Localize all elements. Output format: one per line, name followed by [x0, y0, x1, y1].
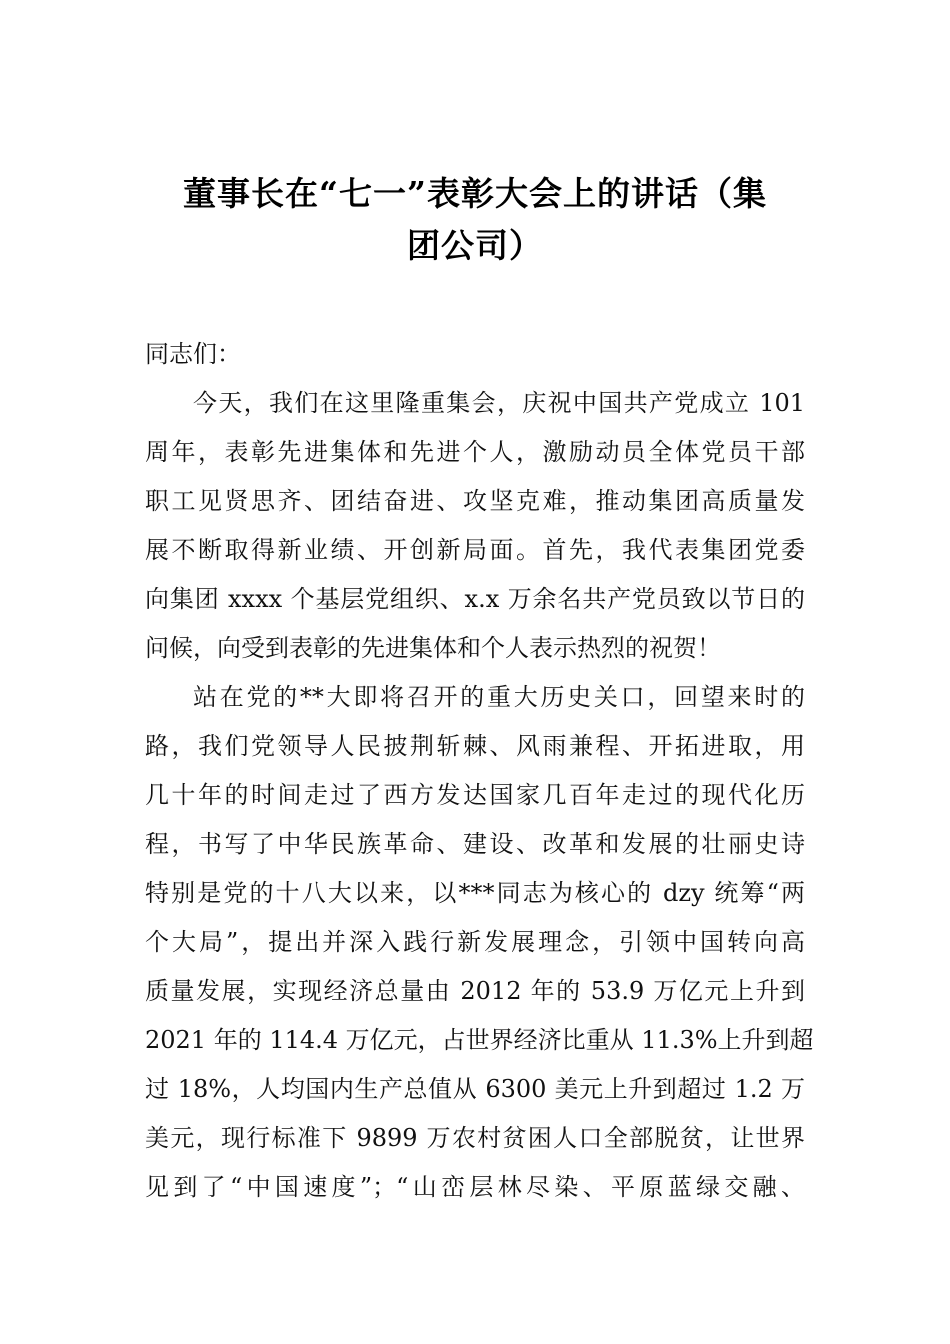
body-line: 程，书写了中华民族革命、建设、改革和发展的壮丽史诗 [145, 830, 805, 858]
body-line: 美元，现行标准下 9899 万农村贫困人口全部脱贫，让世界 [145, 1124, 805, 1152]
body-line: 2021 年的 114.4 万亿元，占世界经济比重从 11.3%上升到超 [145, 1026, 814, 1054]
title-line-1: 董事长在“七一”表彰大会上的讲话（集 [183, 174, 767, 213]
salutation: 同志们： [145, 340, 241, 368]
body-line: 个大局”，提出并深入践行新发展理念，引领中国转向高 [145, 928, 805, 956]
body-line: 特别是党的十八大以来，以***同志为核心的 dzy 统筹“两 [145, 879, 805, 907]
title-line-2: 团公司） [407, 226, 543, 265]
body-line: 站在党的**大即将召开的重大历史关口，回望来时的 [193, 683, 805, 711]
document-title [145, 168, 805, 272]
body-line: 职工见贤思齐、团结奋进、攻坚克难，推动集团高质量发 [145, 487, 805, 515]
body-line: 几十年的时间走过了西方发达国家几百年走过的现代化历 [145, 781, 805, 809]
body-line: 见到了“中国速度”；“山峦层林尽染、平原蓝绿交融、 [145, 1173, 805, 1201]
document-body [145, 330, 814, 1212]
body-line: 路，我们党领导人民披荆斩棘、风雨兼程、开拓进取，用 [145, 732, 805, 760]
body-line: 展不断取得新业绩、开创新局面。首先，我代表集团党委 [145, 536, 805, 564]
body-line: 周年，表彰先进集体和先进个人，激励动员全体党员干部 [145, 438, 805, 466]
body-line: 今天，我们在这里隆重集会，庆祝中国共产党成立 101 [193, 389, 805, 417]
body-line: 过 18%，人均国内生产总值从 6300 美元上升到超过 1.2 万 [145, 1075, 805, 1103]
body-line: 质量发展，实现经济总量由 2012 年的 53.9 万亿元上升到 [145, 977, 805, 1005]
body-line: 问候，向受到表彰的先进集体和个人表示热烈的祝贺！ [145, 634, 721, 662]
body-line: 向集团 xxxx 个基层党组织、x.x 万余名共产党员致以节日的 [145, 585, 805, 613]
